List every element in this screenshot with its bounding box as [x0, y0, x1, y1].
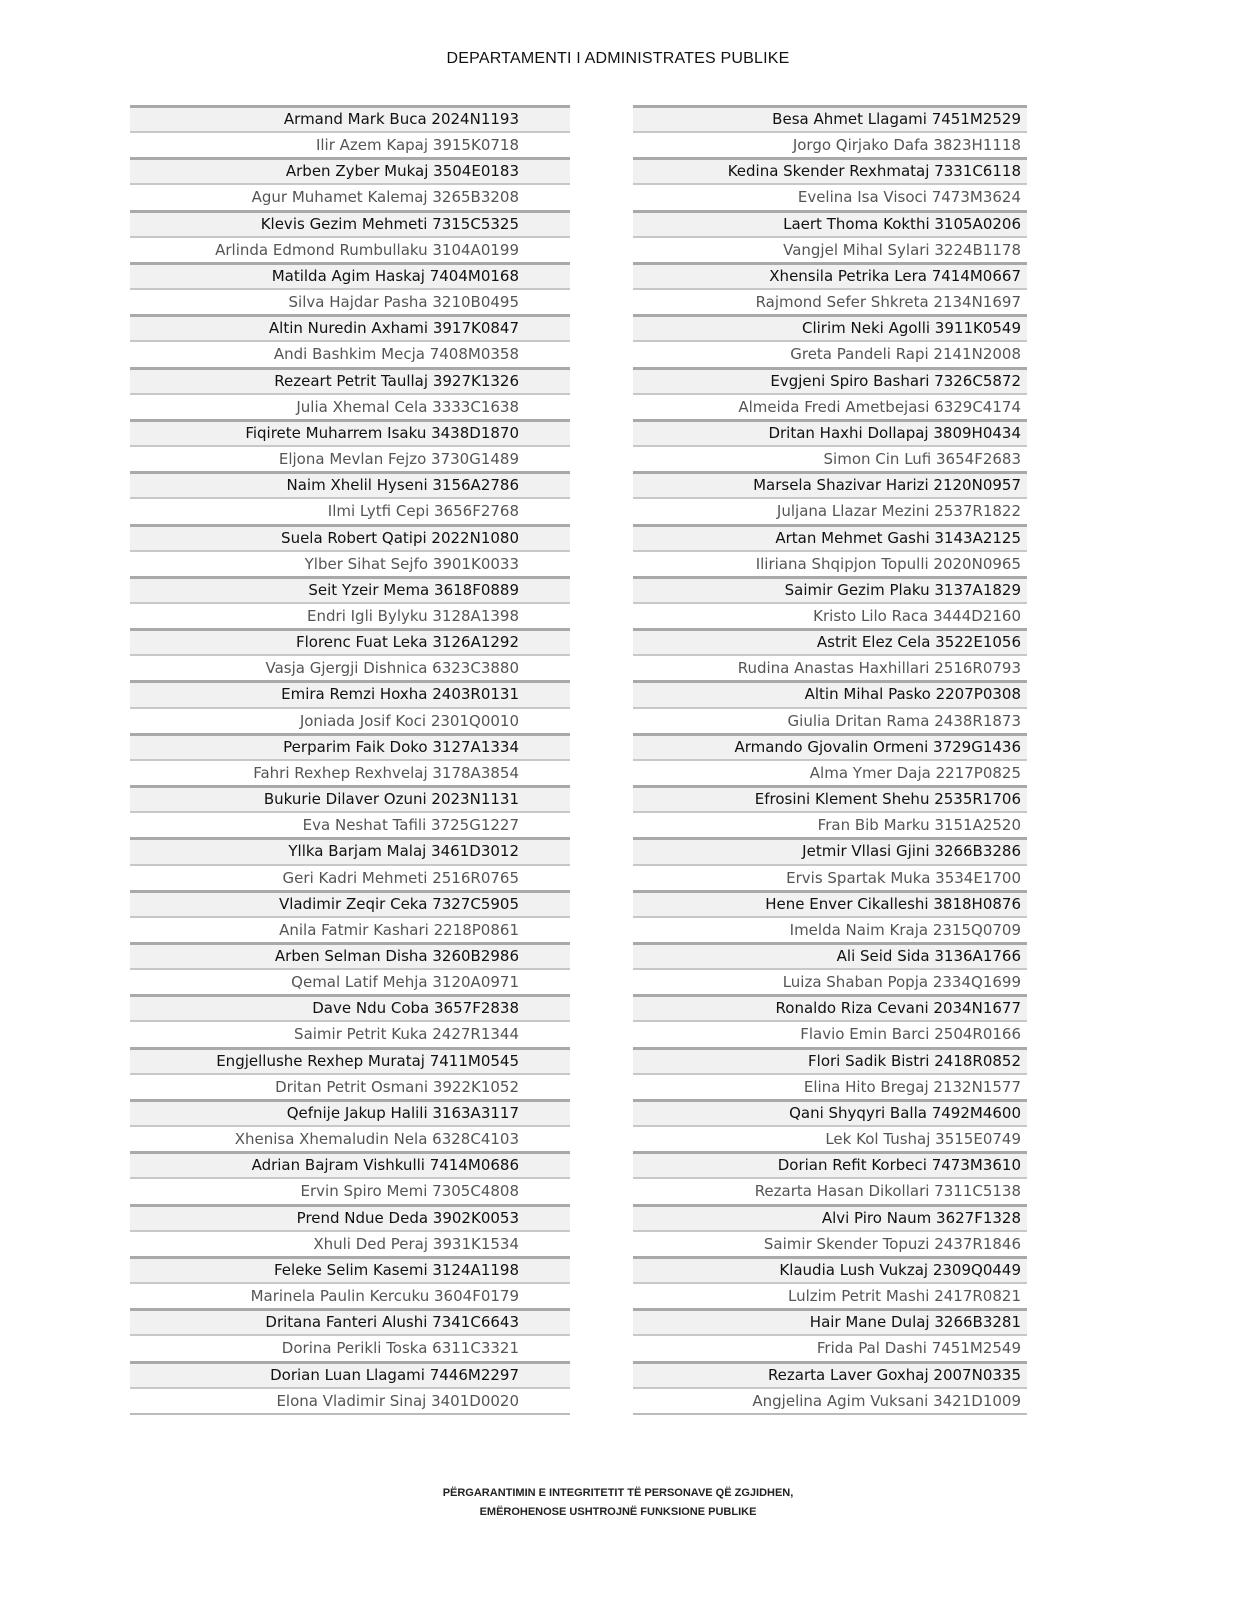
list-row: Matilda Agim Haskaj 7404M0168	[130, 262, 570, 288]
list-row: Ilir Azem Kapaj 3915K0718	[130, 131, 570, 157]
list-row: Prend Ndue Deda 3902K0053	[130, 1204, 570, 1230]
list-row: Hair Mane Dulaj 3266B3281	[633, 1308, 1027, 1334]
list-row: Emira Remzi Hoxha 2403R0131	[130, 680, 570, 706]
list-row: Florenc Fuat Leka 3126A1292	[130, 628, 570, 654]
list-row: Greta Pandeli Rapi 2141N2008	[633, 340, 1027, 366]
list-row: Rajmond Sefer Shkreta 2134N1697	[633, 288, 1027, 314]
list-row: Dritan Petrit Osmani 3922K1052	[130, 1073, 570, 1099]
list-row: Qani Shyqyri Balla 7492M4600	[633, 1099, 1027, 1125]
list-row: Arlinda Edmond Rumbullaku 3104A0199	[130, 236, 570, 262]
list-row: Iliriana Shqipjon Topulli 2020N0965	[633, 550, 1027, 576]
list-row: Bukurie Dilaver Ozuni 2023N1131	[130, 785, 570, 811]
list-row: Arben Zyber Mukaj 3504E0183	[130, 157, 570, 183]
list-row: Naim Xhelil Hyseni 3156A2786	[130, 471, 570, 497]
list-row: Agur Muhamet Kalemaj 3265B3208	[130, 183, 570, 209]
list-row: Frida Pal Dashi 7451M2549	[633, 1334, 1027, 1360]
list-row: Seit Yzeir Mema 3618F0889	[130, 576, 570, 602]
list-row: Ronaldo Riza Cevani 2034N1677	[633, 994, 1027, 1020]
list-row: Alvi Piro Naum 3627F1328	[633, 1204, 1027, 1230]
list-row: Arben Selman Disha 3260B2986	[130, 942, 570, 968]
list-row: Marsela Shazivar Harizi 2120N0957	[633, 471, 1027, 497]
list-row: Imelda Naim Kraja 2315Q0709	[633, 916, 1027, 942]
list-row: Flori Sadik Bistri 2418R0852	[633, 1047, 1027, 1073]
list-row: Armand Mark Buca 2024N1193	[130, 105, 570, 131]
list-row: Eljona Mevlan Fejzo 3730G1489	[130, 445, 570, 471]
list-row: Dorina Perikli Toska 6311C3321	[130, 1334, 570, 1360]
list-row: Rezarta Laver Goxhaj 2007N0335	[633, 1361, 1027, 1387]
list-row: Dritana Fanteri Alushi 7341C6643	[130, 1308, 570, 1334]
list-row: Clirim Neki Agolli 3911K0549	[633, 314, 1027, 340]
list-row: Ali Seid Sida 3136A1766	[633, 942, 1027, 968]
list-row: Ilmi Lytfi Cepi 3656F2768	[130, 497, 570, 523]
list-row: Rudina Anastas Haxhillari 2516R0793	[633, 654, 1027, 680]
list-row: Altin Mihal Pasko 2207P0308	[633, 680, 1027, 706]
list-row: Luiza Shaban Popja 2334Q1699	[633, 968, 1027, 994]
list-row: Rezeart Petrit Taullaj 3927K1326	[130, 367, 570, 393]
list-row: Kedina Skender Rexhmataj 7331C6118	[633, 157, 1027, 183]
list-row: Suela Robert Qatipi 2022N1080	[130, 524, 570, 550]
list-row: Flavio Emin Barci 2504R0166	[633, 1020, 1027, 1046]
divider	[633, 1413, 1027, 1415]
footer-line-1: PËRGARANTIMIN E INTEGRITETIT TË PERSONAVE QË ZGJIDHEN,	[442, 1487, 794, 1499]
list-row: Fiqirete Muharrem Isaku 3438D1870	[130, 419, 570, 445]
list-row: Alma Ymer Daja 2217P0825	[633, 759, 1027, 785]
list-row: Julia Xhemal Cela 3333C1638	[130, 393, 570, 419]
list-row: Efrosini Klement Shehu 2535R1706	[633, 785, 1027, 811]
list-row: Klevis Gezim Mehmeti 7315C5325	[130, 210, 570, 236]
list-row: Joniada Josif Koci 2301Q0010	[130, 707, 570, 733]
list-row: Xhensila Petrika Lera 7414M0667	[633, 262, 1027, 288]
list-row: Fran Bib Marku 3151A2520	[633, 811, 1027, 837]
list-row: Andi Bashkim Mecja 7408M0358	[130, 340, 570, 366]
list-row: Evelina Isa Visoci 7473M3624	[633, 183, 1027, 209]
divider	[130, 1413, 570, 1415]
list-row: Simon Cin Lufi 3654F2683	[633, 445, 1027, 471]
list-row: Qemal Latif Mehja 3120A0971	[130, 968, 570, 994]
list-row: Evgjeni Spiro Bashari 7326C5872	[633, 367, 1027, 393]
list-row: Vangjel Mihal Sylari 3224B1178	[633, 236, 1027, 262]
list-row: Dorian Luan Llagami 7446M2297	[130, 1361, 570, 1387]
list-row: Saimir Skender Topuzi 2437R1846	[633, 1230, 1027, 1256]
list-row: Laert Thoma Kokthi 3105A0206	[633, 210, 1027, 236]
list-row: Fahri Rexhep Rexhvelaj 3178A3854	[130, 759, 570, 785]
list-row: Dritan Haxhi Dollapaj 3809H0434	[633, 419, 1027, 445]
list-row: Vladimir Zeqir Ceka 7327C5905	[130, 890, 570, 916]
list-row: Silva Hajdar Pasha 3210B0495	[130, 288, 570, 314]
list-row: Armando Gjovalin Ormeni 3729G1436	[633, 733, 1027, 759]
list-row: Klaudia Lush Vukzaj 2309Q0449	[633, 1256, 1027, 1282]
list-row: Saimir Petrit Kuka 2427R1344	[130, 1020, 570, 1046]
list-row: Juljana Llazar Mezini 2537R1822	[633, 497, 1027, 523]
list-row: Endri Igli Bylyku 3128A1398	[130, 602, 570, 628]
list-row: Anila Fatmir Kashari 2218P0861	[130, 916, 570, 942]
list-row: Elona Vladimir Sinaj 3401D0020	[130, 1387, 570, 1413]
page-title: DEPARTAMENTI I ADMINISTRATES PUBLIKE	[446, 50, 790, 67]
list-row: Geri Kadri Mehmeti 2516R0765	[130, 864, 570, 890]
list-row: Yllka Barjam Malaj 3461D3012	[130, 837, 570, 863]
list-row: Lulzim Petrit Mashi 2417R0821	[633, 1282, 1027, 1308]
list-row: Saimir Gezim Plaku 3137A1829	[633, 576, 1027, 602]
list-row: Ervis Spartak Muka 3534E1700	[633, 864, 1027, 890]
list-row: Eva Neshat Tafili 3725G1227	[130, 811, 570, 837]
list-row: Qefnije Jakup Halili 3163A3117	[130, 1099, 570, 1125]
list-row: Astrit Elez Cela 3522E1056	[633, 628, 1027, 654]
right-name-list	[633, 105, 1027, 1415]
list-row: Rezarta Hasan Dikollari 7311C5138	[633, 1177, 1027, 1203]
list-row: Dave Ndu Coba 3657F2838	[130, 994, 570, 1020]
list-row: Hene Enver Cikalleshi 3818H0876	[633, 890, 1027, 916]
list-row: Ylber Sihat Sejfo 3901K0033	[130, 550, 570, 576]
list-row: Angjelina Agim Vuksani 3421D1009	[633, 1387, 1027, 1413]
list-row: Elina Hito Bregaj 2132N1577	[633, 1073, 1027, 1099]
list-row: Ervin Spiro Memi 7305C4808	[130, 1177, 570, 1203]
list-row: Kristo Lilo Raca 3444D2160	[633, 602, 1027, 628]
list-row: Engjellushe Rexhep Murataj 7411M0545	[130, 1047, 570, 1073]
footer-line-2: EMËROHENOSE USHTROJNË FUNKSIONE PUBLIKE	[479, 1506, 757, 1518]
list-row: Jorgo Qirjako Dafa 3823H1118	[633, 131, 1027, 157]
list-row: Xhenisa Xhemaludin Nela 6328C4103	[130, 1125, 570, 1151]
list-row: Lek Kol Tushaj 3515E0749	[633, 1125, 1027, 1151]
list-row: Adrian Bajram Vishkulli 7414M0686	[130, 1151, 570, 1177]
list-row: Feleke Selim Kasemi 3124A1198	[130, 1256, 570, 1282]
list-row: Xhuli Ded Peraj 3931K1534	[130, 1230, 570, 1256]
footer	[0, 1484, 1236, 1522]
list-row: Almeida Fredi Ametbejasi 6329C4174	[633, 393, 1027, 419]
list-row: Giulia Dritan Rama 2438R1873	[633, 707, 1027, 733]
left-name-list	[130, 105, 570, 1415]
list-row: Dorian Refit Korbeci 7473M3610	[633, 1151, 1027, 1177]
list-row: Vasja Gjergji Dishnica 6323C3880	[130, 654, 570, 680]
list-row: Perparim Faik Doko 3127A1334	[130, 733, 570, 759]
list-row: Jetmir Vllasi Gjini 3266B3286	[633, 837, 1027, 863]
list-row: Besa Ahmet Llagami 7451M2529	[633, 105, 1027, 131]
list-row: Altin Nuredin Axhami 3917K0847	[130, 314, 570, 340]
list-row: Marinela Paulin Kercuku 3604F0179	[130, 1282, 570, 1308]
list-row: Artan Mehmet Gashi 3143A2125	[633, 524, 1027, 550]
